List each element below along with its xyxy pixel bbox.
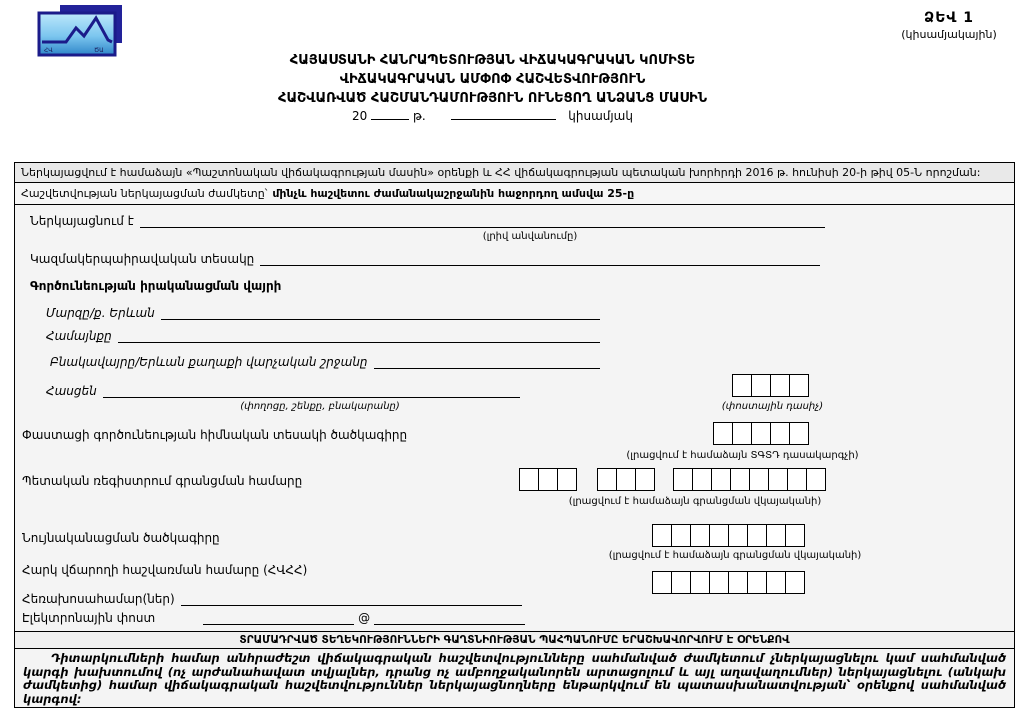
code-box-cell[interactable] bbox=[635, 468, 655, 491]
liability-notice-box bbox=[14, 648, 1015, 708]
year-suffix: թ. bbox=[412, 109, 426, 123]
code-box-cell[interactable] bbox=[673, 468, 693, 491]
code-box-cell[interactable] bbox=[770, 374, 790, 397]
code-box-cell[interactable] bbox=[747, 571, 767, 594]
code-box-cell[interactable] bbox=[785, 571, 805, 594]
code-box-cell[interactable] bbox=[538, 468, 558, 491]
activity-code-caption: (լրացվում է համաձայն ՏԳՏԴ դասակարգչի) bbox=[626, 450, 859, 461]
code-box-cell[interactable] bbox=[806, 468, 826, 491]
code-box-cell[interactable] bbox=[787, 468, 807, 491]
state-register-boxes-group1[interactable] bbox=[519, 468, 577, 491]
code-box-cell[interactable] bbox=[751, 422, 771, 445]
legal-basis-text: Ներկայացվում է համաձայն «Պաշտոնական վիճակագրության մասին» օրենքի և ՀՀ վիճակագրության պետական խորհրդի 2016 թ. հունիսի 20-ի թիվ 05-Ն որոշման: bbox=[21, 166, 981, 179]
postal-code-caption: (փոստային դասիչ) bbox=[721, 401, 824, 412]
id-code-boxes[interactable] bbox=[652, 524, 805, 547]
code-box-cell[interactable] bbox=[789, 422, 809, 445]
report-subject-title: ՀԱՇՎԱՌՎԱԾ ՀԱՇՄԱՆԴԱՄՈՒԹՅՈՒՆ ՈՒՆԵՑՈՂ ԱՆՁԱՆՑ ՄԱՍԻՆ bbox=[278, 91, 707, 106]
form-number: ՁԵՎ 1 bbox=[923, 10, 975, 26]
code-box-cell[interactable] bbox=[671, 524, 691, 547]
form-number-block bbox=[884, 10, 1014, 41]
svg-text:ԾԱ: ԾԱ bbox=[94, 47, 104, 54]
code-box-cell[interactable] bbox=[709, 571, 729, 594]
code-box-cell[interactable] bbox=[652, 524, 672, 547]
deadline-value: մինչև հաշվետու ժամանակաշրջանին հաջորդող ամսվա 25-ը bbox=[272, 187, 635, 200]
report-period-line bbox=[0, 108, 985, 123]
code-box-cell[interactable] bbox=[557, 468, 577, 491]
year-blank-field[interactable] bbox=[371, 108, 409, 120]
chart-logo-icon bbox=[36, 4, 128, 58]
region-field[interactable] bbox=[161, 307, 600, 320]
code-box-cell[interactable] bbox=[652, 571, 672, 594]
tin-label: Հարկ վճարողի հաշվառման համարը (ՀՎՀՀ) bbox=[22, 563, 308, 577]
address-label: Հասցեն bbox=[46, 384, 97, 398]
code-box-cell[interactable] bbox=[749, 468, 769, 491]
postal-code-boxes[interactable] bbox=[732, 374, 809, 397]
phone-row bbox=[22, 592, 522, 606]
activity-code-label: Փաստացի գործունեության հիմնական տեսակի ծածկագիրը bbox=[22, 428, 408, 442]
id-code-label: Նույնականացման ծածկագիրը bbox=[22, 531, 220, 545]
code-box-cell[interactable] bbox=[709, 524, 729, 547]
settlement-row bbox=[50, 355, 600, 369]
code-box-cell[interactable] bbox=[732, 422, 752, 445]
code-box-cell[interactable] bbox=[789, 374, 809, 397]
community-label: Համայնքը bbox=[46, 329, 112, 343]
settlement-field[interactable] bbox=[374, 356, 600, 369]
presenter-label: Ներկայացնում է bbox=[30, 214, 134, 228]
code-box-cell[interactable] bbox=[713, 422, 733, 445]
code-box-cell[interactable] bbox=[785, 524, 805, 547]
legal-basis-bar bbox=[14, 162, 1015, 183]
settlement-label: Բնակավայրը/Երևան քաղաքի վարչական շրջանը bbox=[50, 355, 368, 369]
armstat-logo bbox=[36, 4, 128, 58]
address-field[interactable] bbox=[103, 385, 520, 398]
code-box-cell[interactable] bbox=[692, 468, 712, 491]
presenter-name-field[interactable] bbox=[140, 215, 825, 228]
code-box-cell[interactable] bbox=[730, 468, 750, 491]
activity-code-boxes[interactable] bbox=[713, 422, 809, 445]
address-row bbox=[46, 384, 520, 398]
period-word: կիսամյակ bbox=[568, 109, 633, 123]
region-row bbox=[46, 306, 600, 320]
code-box-cell[interactable] bbox=[751, 374, 771, 397]
state-register-label: Պետական ռեգիստրում գրանցման համարը bbox=[22, 474, 303, 488]
org-type-row bbox=[30, 252, 820, 266]
code-box-cell[interactable] bbox=[711, 468, 731, 491]
state-register-boxes-group2[interactable] bbox=[597, 468, 655, 491]
code-box-cell[interactable] bbox=[728, 571, 748, 594]
org-type-label: Կազմակերպաիրավական տեսակը bbox=[30, 252, 255, 266]
form-periodicity: (կիսամյակային) bbox=[901, 28, 997, 41]
code-box-cell[interactable] bbox=[766, 571, 786, 594]
org-type-field[interactable] bbox=[260, 253, 820, 266]
deadline-bar bbox=[14, 182, 1015, 205]
phone-label: Հեռախոսահամար(ներ) bbox=[22, 592, 175, 606]
code-box-cell[interactable] bbox=[519, 468, 539, 491]
confidentiality-guarantee-bar bbox=[14, 631, 1015, 649]
email-label: Էլեկտրոնային փոստ bbox=[22, 611, 156, 625]
code-box-cell[interactable] bbox=[597, 468, 617, 491]
code-box-cell[interactable] bbox=[732, 374, 752, 397]
code-box-cell[interactable] bbox=[768, 468, 788, 491]
committee-title: ՀԱՅԱՍՏԱՆԻ ՀԱՆՐԱՊԵՏՈՒԹՅԱՆ ՎԻՃԱԿԱԳՐԱԿԱՆ ԿՈՄԻՏԵ bbox=[289, 53, 696, 68]
deadline-label: Հաշվետվության ներկայացման ժամկետը՝ bbox=[21, 187, 268, 200]
code-box-cell[interactable] bbox=[671, 571, 691, 594]
address-caption: (փողոցը, շենքը, բնակարանը) bbox=[240, 401, 400, 412]
presenter-row bbox=[30, 214, 825, 228]
presenter-caption: (լրիվ անվանումը) bbox=[482, 231, 578, 242]
liability-notice-text: Դիտարկումների համար անհրաժեշտ վիճակագրական հաշվետվությունները սահմանված ժամկետում չներկայացնելու կամ սահմանված կարգի խախտումով (ոչ արժանահավատ տվյալներ, դրանց ոչ ամբողջականորեն արտացոլում և այլ աղավաղումներ) ներկայացնելու (անկախ ժամկետից) համար վիճակագրական հաշվետվություններ ներկայացնողները ենթարկվում են պատասխանատվության՝ օրենքով սահմանված կարգով: bbox=[23, 651, 1006, 706]
confidentiality-guarantee-text: ՏՐԱՄԱԴՐՎԱԾ ՏԵՂԵԿՈՒԹՅՈՒՆՆԵՐԻ ԳԱՂՏՆԻՈՒԹՅԱՆ ՊԱՀՊԱՆՈՒՄԸ ԵՐԱՇԽԱՎՈՐՎՈՒՄ Է ՕՐԵՆՔՈՎ bbox=[239, 634, 790, 646]
id-code-caption: (լրացվում է համաձայն գրանցման վկայականի) bbox=[608, 550, 862, 561]
email-row bbox=[22, 611, 525, 625]
community-field[interactable] bbox=[118, 330, 600, 343]
tin-boxes[interactable] bbox=[652, 571, 805, 594]
code-box-cell[interactable] bbox=[690, 571, 710, 594]
state-register-caption: (լրացվում է համաձայն գրանցման վկայականի) bbox=[568, 496, 822, 507]
email-domain-field[interactable] bbox=[374, 612, 525, 625]
activity-location-heading: Գործունեության իրականացման վայրի bbox=[30, 279, 282, 293]
code-box-cell[interactable] bbox=[690, 524, 710, 547]
community-row bbox=[46, 329, 600, 343]
code-box-cell[interactable] bbox=[766, 524, 786, 547]
email-local-field[interactable] bbox=[203, 612, 354, 625]
period-blank-field[interactable] bbox=[451, 108, 556, 120]
code-box-cell[interactable] bbox=[770, 422, 790, 445]
phone-field[interactable] bbox=[181, 593, 522, 606]
state-register-boxes-group3[interactable] bbox=[673, 468, 826, 491]
code-box-cell[interactable] bbox=[747, 524, 767, 547]
code-box-cell[interactable] bbox=[728, 524, 748, 547]
code-box-cell[interactable] bbox=[616, 468, 636, 491]
form-titles bbox=[0, 51, 985, 108]
region-label: Մարզը/ք. Երևան bbox=[46, 306, 155, 320]
year-prefix: 20 bbox=[352, 109, 368, 123]
email-at-sign: @ bbox=[358, 611, 371, 625]
report-type-title: ՎԻՃԱԿԱԳՐԱԿԱՆ ԱՄՓՈՓ ՀԱՇՎԵՏՎՈՒԹՅՈՒՆ bbox=[339, 72, 646, 87]
svg-text:ՀՎ: ՀՎ bbox=[44, 47, 53, 54]
